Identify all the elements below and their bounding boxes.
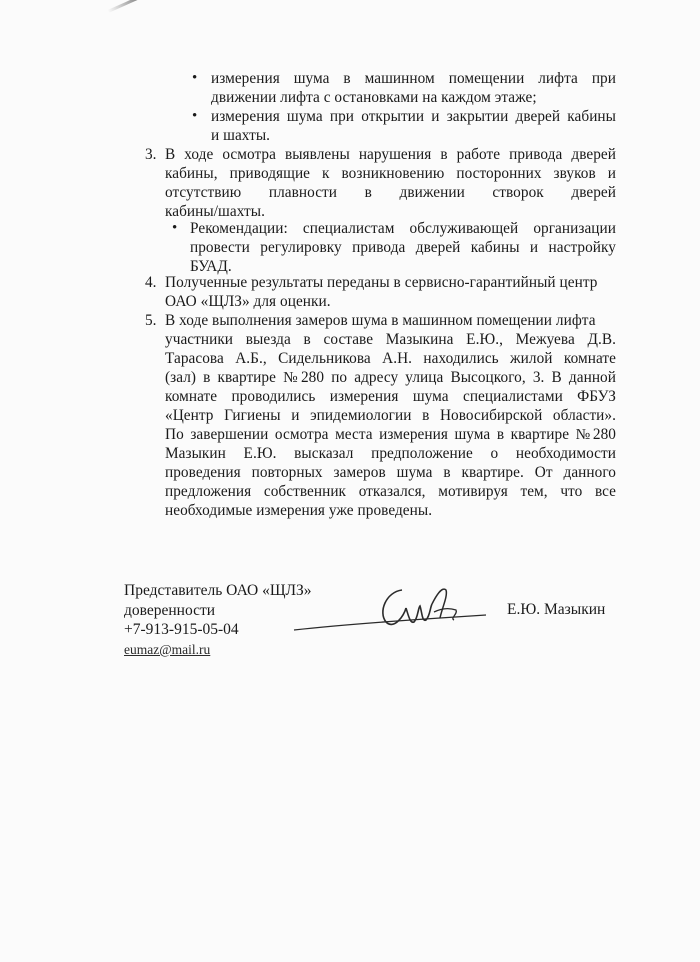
item-3-text [165, 145, 616, 221]
text-line: В ходе выполнения замеров шума в машинном помещении лифта [165, 312, 596, 329]
text-line: (зал) в квартире №280 по адресу улица Высоцкого, 3. В данной [165, 369, 616, 386]
text-line: «Центр Гигиены и эпидемиологии в Новосибирской области». [165, 407, 616, 424]
text-line: Тарасова А.Б., Сидельникова А.Н. находились жилой комнате [165, 350, 616, 367]
bullet-noise-doors [211, 107, 616, 145]
text-line: предложения собственник отказался, мотивируя тем, что все [165, 483, 616, 500]
text-line: проведения повторных замеров шума в квартире. От данного [165, 464, 616, 481]
item-number: 3. [145, 146, 157, 163]
text-line: комнате проводились измерения шума специалистами ФБУЗ [165, 388, 616, 405]
representative-role: Представитель ОАО «ЩЛЗ» [124, 582, 312, 599]
bullet-icon: • [192, 70, 198, 86]
text-line: Полученные результаты переданы в сервисно-гарантийный центр [165, 274, 598, 291]
text-line: движении лифта с остановками на каждом этаже; [211, 89, 537, 106]
text-line: измерения шума в машинном помещении лифта при [211, 70, 616, 87]
signature-block [124, 581, 312, 659]
representative-basis: доверенности [124, 601, 216, 619]
signer-name: Е.Ю. Мазыкин [507, 601, 606, 618]
bullet-noise-machine-room [211, 69, 616, 107]
phone-number: +7-913-915-05-04 [124, 621, 239, 638]
text-line: В ходе осмотра выявлены нарушения в работе привода дверей [165, 146, 616, 163]
recommendations-bullet [190, 219, 616, 276]
email-link[interactable]: eumaz@mail.ru [124, 641, 211, 657]
text-line: необходимые измерения уже проведены. [165, 502, 433, 519]
item-number: 5. [145, 312, 157, 329]
bullet-icon: • [172, 220, 178, 236]
text-line: провести регулировку привода дверей кабины и настройку [190, 239, 616, 256]
item-4-text [165, 273, 616, 311]
text-line: кабины, приводящие к возникновению посторонних звуков и [165, 165, 616, 182]
text-line: По завершении осмотра места измерения шума в квартире №280 [165, 426, 616, 443]
item-5-text [165, 311, 616, 520]
text-line: ОАО «ЩЛЗ» для оценки. [165, 293, 331, 310]
bullet-icon: • [192, 108, 198, 124]
text-line: кабины/шахты. [165, 203, 265, 220]
text-line: Рекомендации: специалистам обслуживающей организации [190, 220, 616, 237]
text-line: БУАД. [190, 258, 232, 275]
text-line: измерения шума при открытии и закрытии дверей кабины [211, 108, 616, 125]
handwritten-signature [290, 578, 490, 640]
text-line: Мазыкин Е.Ю. высказал предположение о необходимости [165, 445, 616, 462]
scan-artifact [107, 0, 154, 13]
text-line: отсутствию плавности в движении створок дверей [165, 184, 616, 201]
item-number: 4. [145, 274, 157, 291]
text-line: участники выезда в составе Мазыкина Е.Ю., Межуева Д.В. [165, 331, 616, 348]
text-line: и шахты. [211, 127, 271, 144]
